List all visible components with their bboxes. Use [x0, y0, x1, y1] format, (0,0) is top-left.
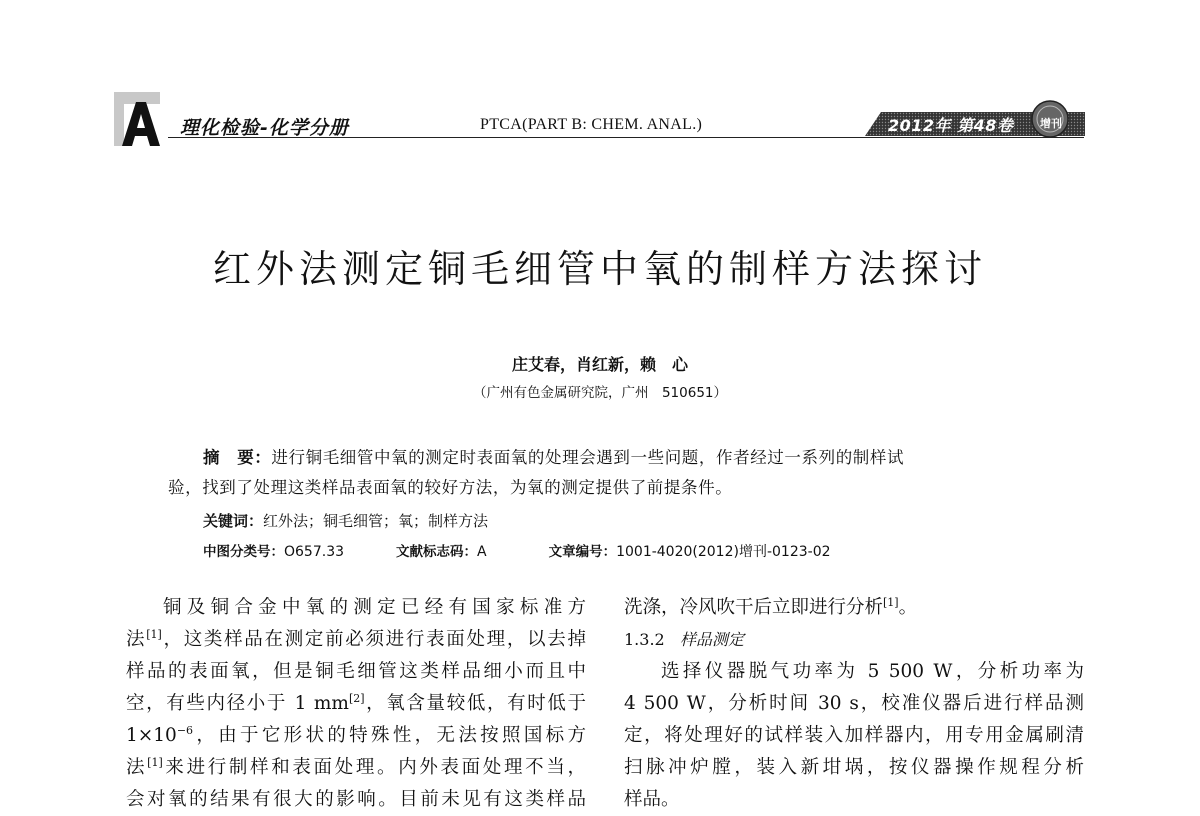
text-run: 会对氧的结果有很大的影响。目前未见有这类样品 [126, 789, 586, 810]
doc-code-value: A [477, 544, 487, 560]
abstract-line-2: 验，找到了处理这类样品表面氧的较好方法，为氧的测定提供了前提条件。 [168, 478, 733, 497]
article-number-value: 1001-4020(2012)增刊-0123-02 [616, 544, 831, 560]
citation: [1] [146, 627, 162, 641]
body-line [126, 752, 586, 784]
citation: [2] [348, 691, 365, 705]
abstract-text-1: 进行铜毛细管中氧的测定时表面氧的处理会遇到一些问题，作者经过一系列的制样试 [271, 448, 905, 467]
keywords-label: 关键词： [203, 512, 264, 530]
keywords-value: 红外法；铜毛细管；氧；制样方法 [263, 512, 489, 530]
body-line: 样品。 [624, 789, 680, 810]
text-run: ，这类样品在测定前必须进行表面处理，以去掉 [161, 629, 586, 650]
citation: [1] [883, 595, 899, 609]
supplement-seal-label: 增刊 [1040, 117, 1062, 130]
body-line [126, 592, 586, 624]
clc-label: 中图分类号： [203, 544, 284, 560]
text-run: 法 [126, 629, 147, 650]
body-line [126, 656, 586, 688]
abstract-label: 摘 要： [203, 448, 272, 467]
text-run: 铜及铜合金中氧的测定已经有国家标准方 [163, 597, 586, 618]
body-line: 扫脉冲炉膛，装入新坩埚，按仪器操作规程分析 [624, 757, 1084, 778]
body-line [126, 784, 586, 816]
text-run: ，由于它形状的特殊性，无法按照国标方 [193, 725, 586, 746]
body-line [126, 720, 586, 752]
text-run: 样品的表面氧，但是铜毛细管这类样品细小而且中 [126, 661, 586, 682]
header-rule [168, 137, 1084, 138]
section-number: 1.3.2 [624, 630, 665, 649]
exponent: −6 [176, 723, 194, 737]
volume-label: 2012年 第48卷 [888, 116, 1014, 135]
body-column-right [624, 592, 1084, 816]
body-line: 4 500 W，分析时间 30 s，校准仪器后进行样品测 [624, 693, 1084, 714]
section-title: 样品测定 [679, 630, 744, 649]
article-number-label: 文章编号： [548, 544, 617, 560]
abstract-line-1 [203, 444, 904, 468]
body-line [126, 688, 586, 720]
clc-value: O657.33 [284, 544, 345, 560]
author-affiliation: （广州有色金属研究院，广州 510651） [472, 385, 728, 401]
text-run: 法 [126, 757, 148, 778]
text-run: 1×10 [126, 725, 177, 746]
journal-name: 理化检验-化学分册 [180, 117, 349, 139]
body-line [624, 592, 1084, 624]
body-column-left [126, 592, 586, 816]
journal-logo-a-icon [114, 92, 164, 148]
text-run: ，氧含量较低，有时低于 [364, 693, 586, 714]
text-run: 洗涤，冷风吹干后立即进行分析 [624, 597, 884, 618]
article-title: 红外法测定铜毛细管中氧的制样方法探讨 [212, 247, 987, 291]
body-line: 选择仪器脱气功率为 5 500 W，分析功率为 [661, 661, 1084, 682]
author-list: 庄艾春，肖红新，赖 心 [511, 355, 688, 374]
body-line [126, 624, 586, 656]
keywords-line [203, 510, 488, 531]
journal-abbreviation: PTCA(PART B: CHEM. ANAL.) [480, 116, 703, 133]
doc-code-label: 文献标志码： [396, 544, 478, 560]
text-run: 空，有些内径小于 1 mm [126, 693, 349, 714]
text-run: 来进行制样和表面处理。内外表面处理不当， [162, 757, 586, 778]
classification-line [203, 540, 831, 561]
body-line: 定，将处理好的试样装入加样器内，用专用金属刷清 [624, 725, 1084, 746]
text-run: 。 [898, 597, 918, 618]
section-heading [624, 624, 1084, 656]
citation: [1] [147, 755, 163, 769]
